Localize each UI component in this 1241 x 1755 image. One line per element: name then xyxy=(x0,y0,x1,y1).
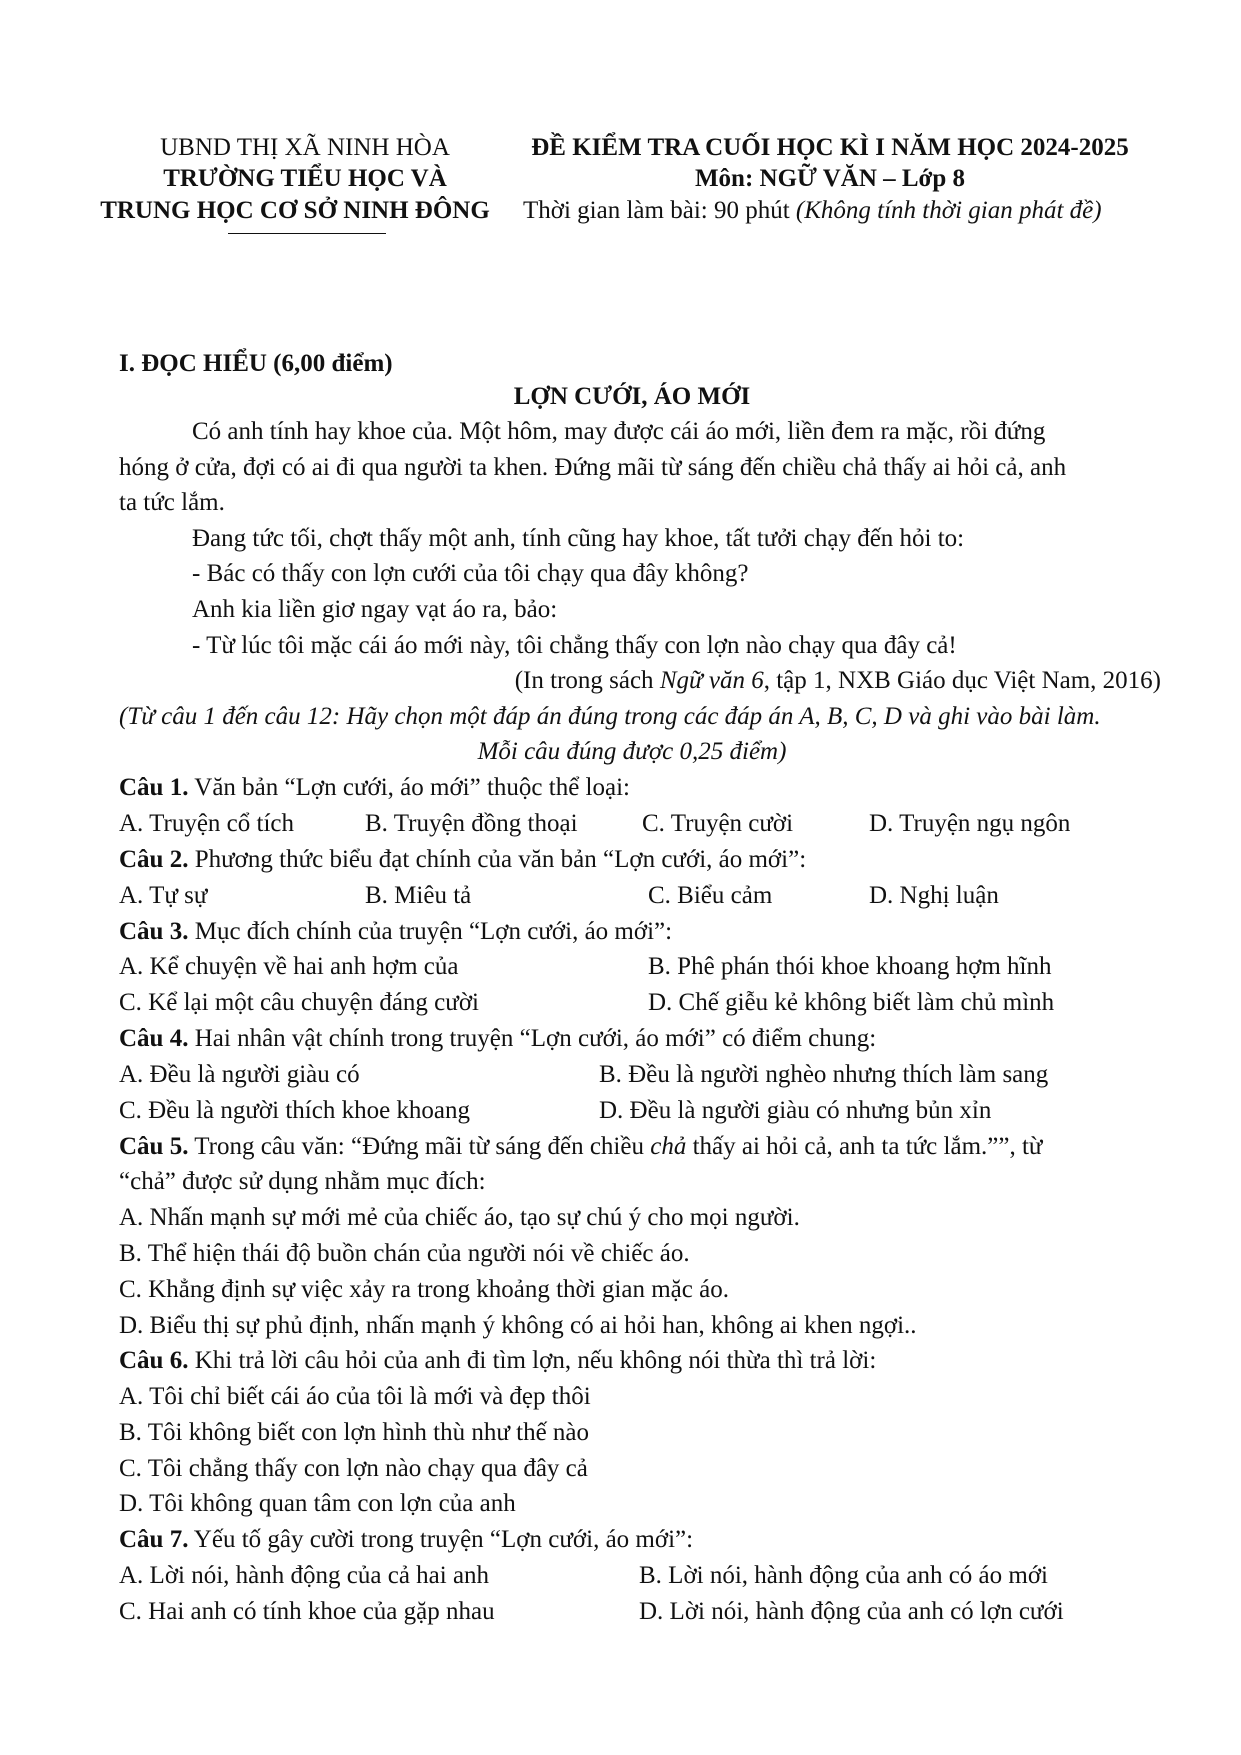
dialogue-line: - Bác có thấy con lợn cưới của tôi chạy qua đây không? xyxy=(192,560,749,587)
exam-time xyxy=(523,198,1102,223)
question-text: Phương thức biểu đạt chính của văn bản “Lợn cưới, áo mới”: xyxy=(188,846,807,873)
exam-subject: Môn: NGỮ VĂN – Lớp 8 xyxy=(694,165,966,192)
option-a: A. Đều là người giàu có xyxy=(119,1061,360,1088)
question-label: Câu 6. xyxy=(119,1347,189,1374)
source-suffix: , tập 1, NXB Giáo dục Việt Nam, 2016) xyxy=(763,667,1161,694)
option-a: A. Kể chuyện về hai anh hợm của xyxy=(119,953,459,980)
question-text: Yếu tố gây cười trong truyện “Lợn cưới, áo mới”: xyxy=(188,1526,694,1553)
option-b: B. Đều là người nghèo nhưng thích làm sang xyxy=(599,1061,1049,1088)
option-b: B. Lời nói, hành động của anh có áo mới xyxy=(639,1562,1048,1589)
option-b: B. Truyện đồng thoại xyxy=(365,810,578,837)
option-c: C. Truyện cười xyxy=(642,810,794,837)
question-text-line2: “chả” được sử dụng nhằm mục đích: xyxy=(119,1168,486,1195)
question-text: Mục đích chính của truyện “Lợn cưới, áo mới”: xyxy=(188,918,673,945)
option-d: D. Nghị luận xyxy=(869,882,999,909)
question-7 xyxy=(119,1527,693,1552)
question-6 xyxy=(119,1348,876,1373)
option-c: C. Kể lại một câu chuyện đáng cười xyxy=(119,989,479,1016)
exam-time-prefix: Thời gian làm bài: 90 phút xyxy=(523,197,796,224)
option-b: B. Thể hiện thái độ buồn chán của người nói về chiếc áo. xyxy=(119,1240,690,1267)
option-d: D. Đều là người giàu có nhưng bủn xỉn xyxy=(599,1097,992,1124)
question-keyword: chả xyxy=(650,1133,687,1160)
option-c: C. Khẳng định sự việc xảy ra trong khoảng thời gian mặc áo. xyxy=(119,1276,729,1303)
option-c: C. Biểu cảm xyxy=(648,882,773,909)
paragraph-line: Anh kia liền giơ ngay vạt áo ra, bảo: xyxy=(192,596,558,623)
story-title: LỢN CƯỚI, ÁO MỚI xyxy=(513,383,751,410)
question-4 xyxy=(119,1026,876,1051)
question-text: Văn bản “Lợn cưới, áo mới” thuộc thể loại: xyxy=(188,774,630,801)
section-heading: I. ĐỌC HIỂU (6,00 điểm) xyxy=(119,350,393,377)
question-text: Hai nhân vật chính trong truyện “Lợn cưới, áo mới” có điểm chung: xyxy=(188,1025,877,1052)
option-c: C. Đều là người thích khoe khoang xyxy=(119,1097,471,1124)
question-text: Khi trả lời câu hỏi của anh đi tìm lợn, nếu không nói thừa thì trả lời: xyxy=(188,1347,877,1374)
source-prefix: (In trong sách xyxy=(514,667,660,694)
exam-title: ĐỀ KIỂM TRA CUỐI HỌC KÌ I NĂM HỌC 2024-2025 xyxy=(531,134,1129,161)
instruction-line2: Mỗi câu đúng được 0,25 điểm) xyxy=(477,738,787,765)
school-name-line1: TRƯỜNG TIỂU HỌC VÀ xyxy=(163,165,447,192)
option-c: C. Hai anh có tính khoe của gặp nhau xyxy=(119,1598,495,1625)
option-d: D. Biểu thị sự phủ định, nhấn mạnh ý không có ai hỏi han, không ai khen ngợi.. xyxy=(119,1312,917,1339)
question-3 xyxy=(119,919,672,944)
option-d: D. Chế giễu kẻ không biết làm chủ mình xyxy=(648,989,1055,1016)
question-label: Câu 7. xyxy=(119,1526,189,1553)
authority-name: UBND THỊ XÃ NINH HÒA xyxy=(160,134,450,161)
question-1 xyxy=(119,775,630,800)
paragraph-line: Có anh tính hay khoe của. Một hôm, may được cái áo mới, liền đem ra mặc, rồi đứng xyxy=(192,418,1046,445)
option-d: D. Truyện ngụ ngôn xyxy=(869,810,1071,837)
question-text: thấy ai hỏi cả, anh ta tức lắm.””, từ xyxy=(686,1133,1043,1160)
question-label: Câu 5. xyxy=(119,1133,189,1160)
option-a: A. Nhấn mạnh sự mới mẻ của chiếc áo, tạo sự chú ý cho mọi người. xyxy=(119,1204,800,1231)
instruction-line1: (Từ câu 1 đến câu 12: Hãy chọn một đáp án đúng trong các đáp án A, B, C, D và ghi vào bài làm. xyxy=(119,703,1101,730)
option-d: D. Tôi không quan tâm con lợn của anh xyxy=(119,1490,516,1517)
question-label: Câu 4. xyxy=(119,1025,189,1052)
option-a: A. Lời nói, hành động của cả hai anh xyxy=(119,1562,490,1589)
option-b: B. Phê phán thói khoe khoang hợm hĩnh xyxy=(648,953,1052,980)
dialogue-line: - Từ lúc tôi mặc cái áo mới này, tôi chẳng thấy con lợn nào chạy qua đây cả! xyxy=(192,632,957,659)
school-name-line2: TRUNG HỌC CƠ SỞ NINH ĐÔNG xyxy=(100,197,490,224)
paragraph-line: Đang tức tối, chợt thấy một anh, tính cũng hay khoe, tất tưởi chạy đến hỏi to: xyxy=(192,525,965,552)
question-text: Trong câu văn: “Đứng mãi từ sáng đến chiều xyxy=(188,1133,651,1160)
source-book: Ngữ văn 6 xyxy=(659,667,764,694)
question-2 xyxy=(119,847,806,872)
option-a: A. Tự sự xyxy=(119,882,208,909)
option-a: A. Truyện cổ tích xyxy=(119,810,294,837)
exam-time-note: (Không tính thời gian phát đề) xyxy=(795,197,1102,224)
source-citation xyxy=(515,668,1161,693)
question-label: Câu 2. xyxy=(119,846,189,873)
paragraph-line: hóng ở cửa, đợi có ai đi qua người ta khen. Đứng mãi từ sáng đến chiều chả thấy ai hỏi cả, anh xyxy=(119,454,1067,481)
option-c: C. Tôi chẳng thấy con lợn nào chạy qua đây cả xyxy=(119,1455,588,1482)
question-label: Câu 3. xyxy=(119,918,189,945)
header-underline xyxy=(228,233,386,234)
option-a: A. Tôi chỉ biết cái áo của tôi là mới và đẹp thôi xyxy=(119,1383,591,1410)
option-d: D. Lời nói, hành động của anh có lợn cưới xyxy=(639,1598,1064,1625)
question-5 xyxy=(119,1134,1042,1159)
paragraph-line: ta tức lắm. xyxy=(119,489,225,516)
question-label: Câu 1. xyxy=(119,774,189,801)
option-b: B. Miêu tả xyxy=(365,882,472,909)
option-b: B. Tôi không biết con lợn hình thù như thế nào xyxy=(119,1419,590,1446)
